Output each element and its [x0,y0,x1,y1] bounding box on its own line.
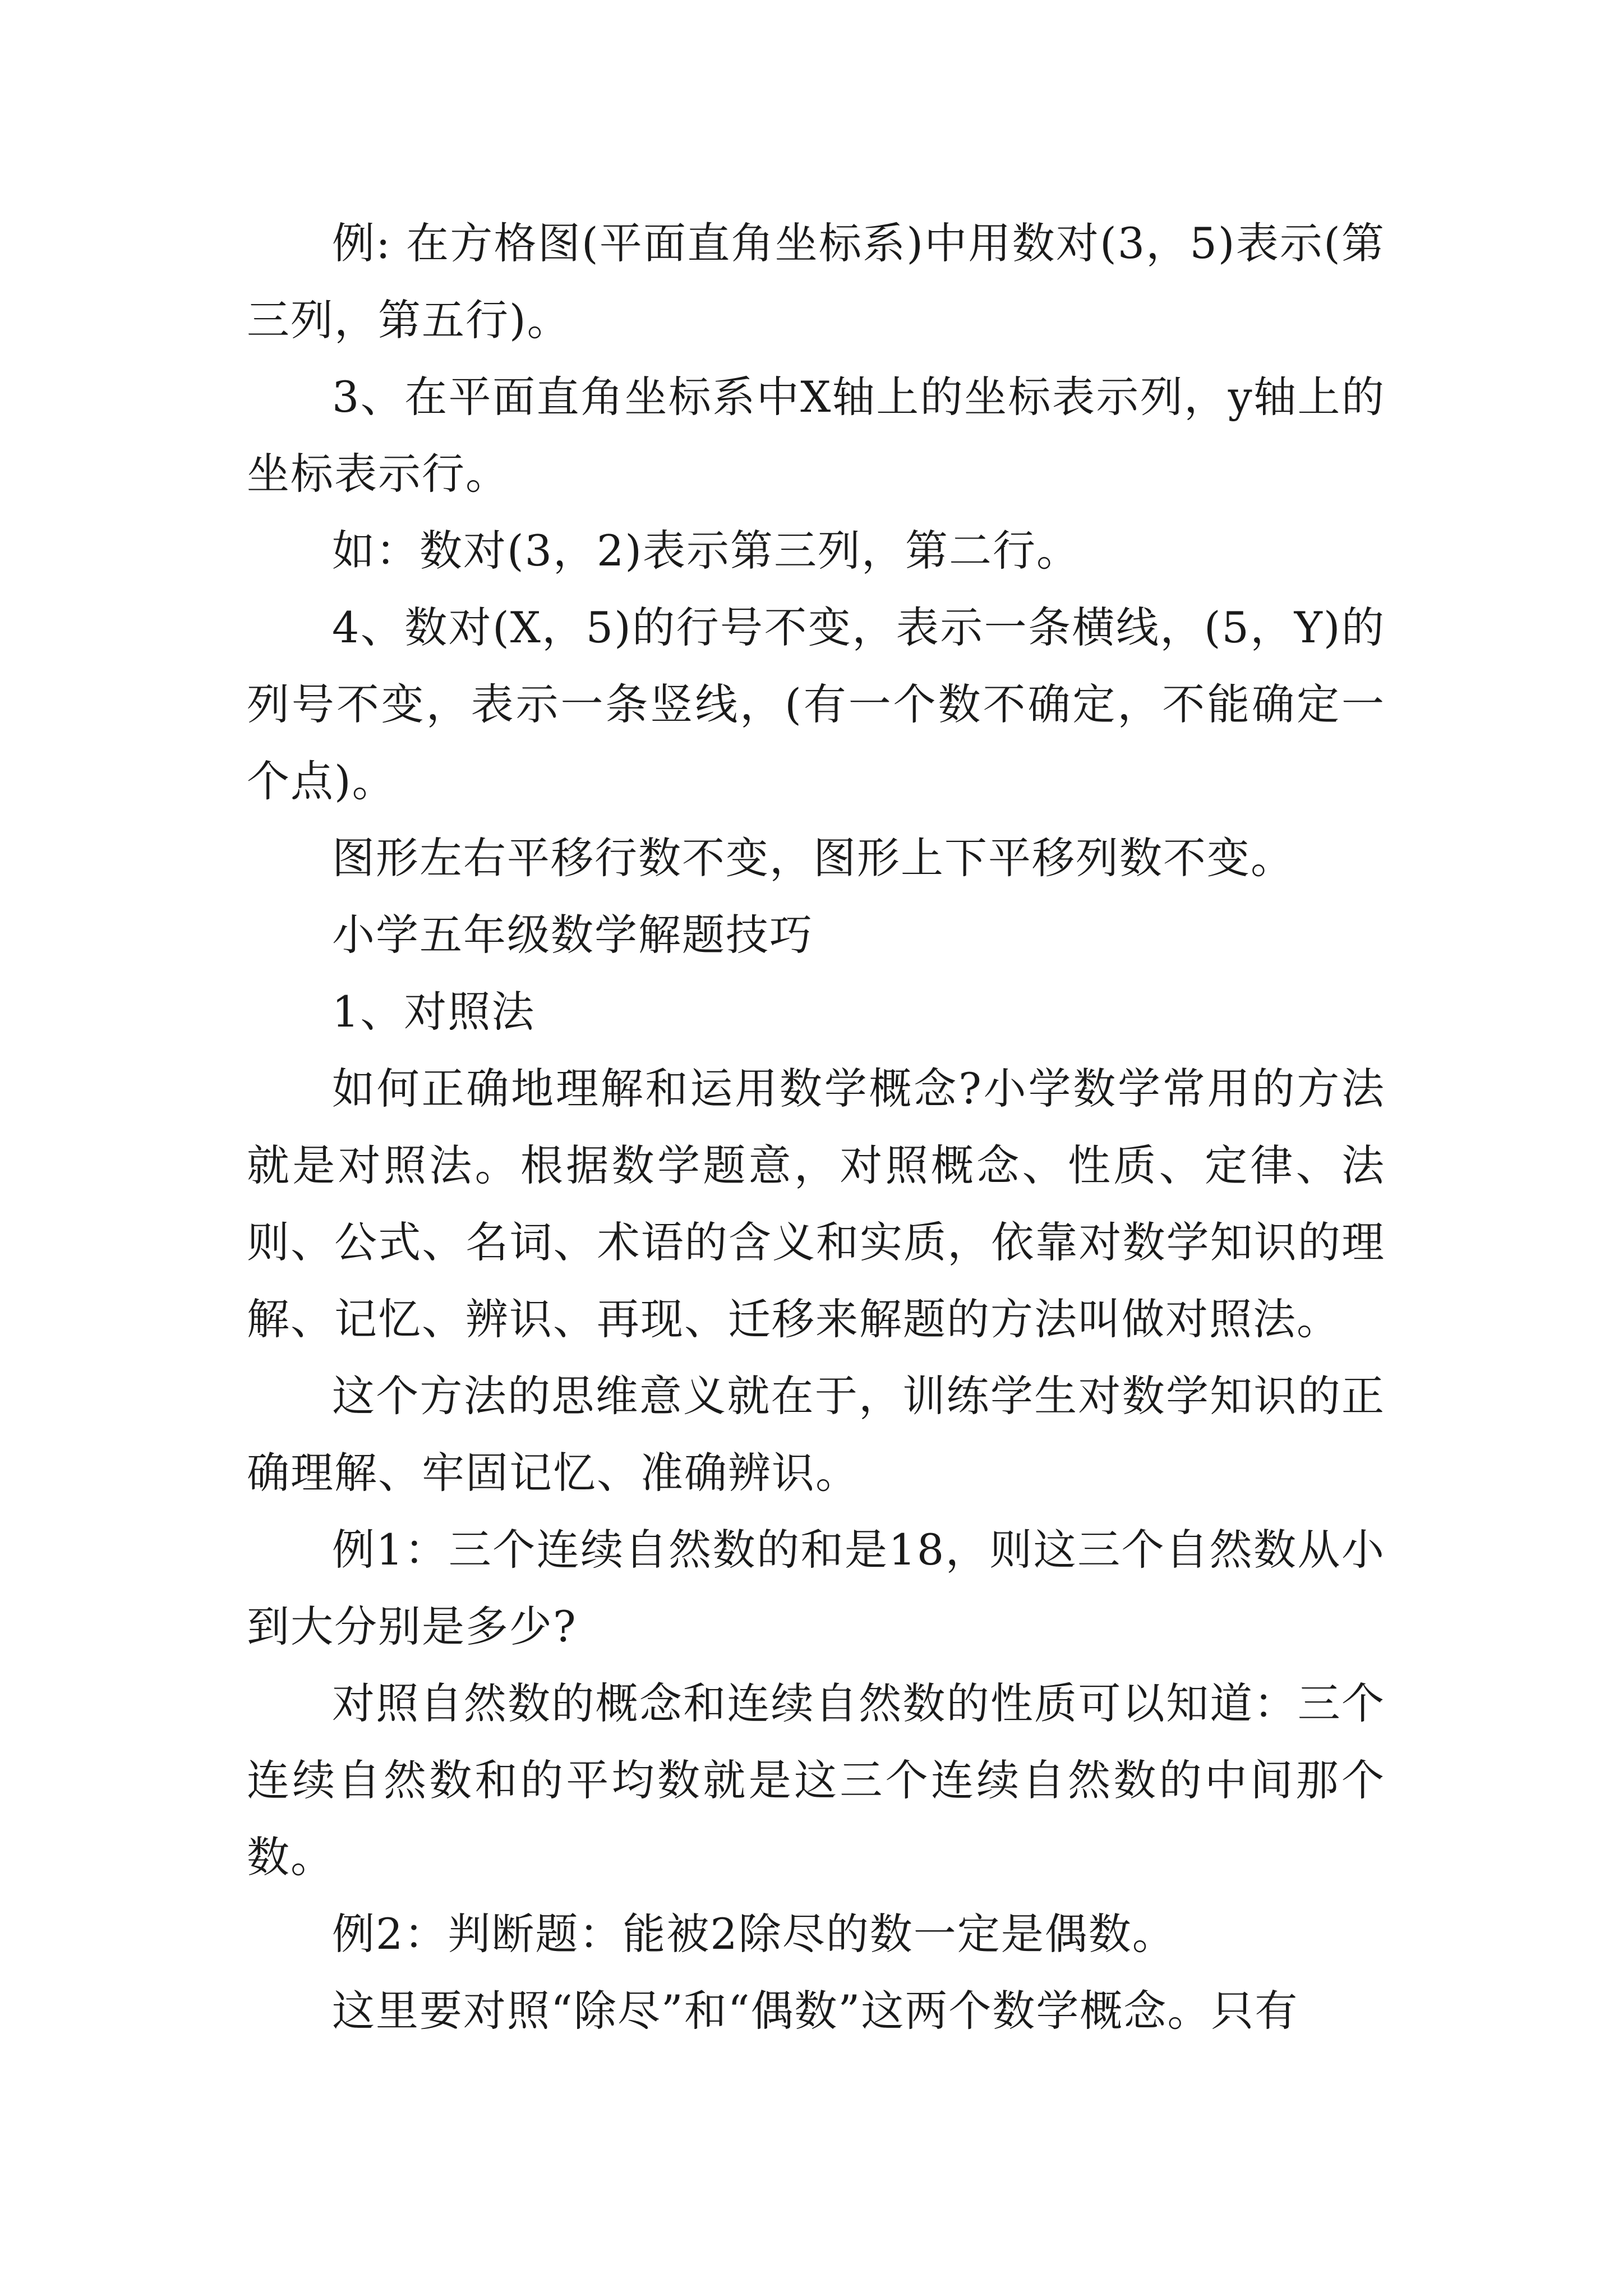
section-heading: 小学五年级数学解题技巧 [332,910,813,960]
paragraph: 这个方法的思维意义就在于，训练学生对数学知识的正确理解、牢固记忆、准确辨识。 [247,1371,1385,1498]
paragraph: 例: 在方格图(平面直角坐标系)中用数对(3，5)表示(第三列，第五行)。 [247,218,1385,345]
paragraph: 这里要对照“除尽”和“偶数”这两个数学概念。只有 [332,1986,1299,2036]
paragraph: 对照自然数的概念和连续自然数的性质可以知道：三个连续自然数和的平均数就是这三个连续自然数的中间那个数。 [247,1678,1385,1882]
paragraph: 如：数对(3，2)表示第三列，第二行。 [332,526,1081,576]
subsection-heading: 1、对照法 [332,987,536,1037]
paragraph: 3、在平面直角坐标系中X轴上的坐标表示列，y轴上的坐标表示行。 [247,372,1385,499]
paragraph: 例1：三个连续自然数的和是18，则这三个自然数从小到大分别是多少? [247,1525,1385,1651]
paragraph: 4、数对(X，5)的行号不变，表示一条横线，(5，Y)的列号不变，表示一条竖线，(有一个数不确定，不能确定一个点)。 [247,602,1385,806]
paragraph: 如何正确地理解和运用数学概念?小学数学常用的方法就是对照法。根据数学题意，对照概念、性质、定律、法则、公式、名词、术语的含义和实质，依靠对数学知识的理解、记忆、辨识、再现、迁移来解题的方法叫做对照法。 [247,1064,1385,1344]
paragraph: 图形左右平移行数不变，图形上下平移列数不变。 [332,833,1294,883]
paragraph: 例2：判断题：能被2除尽的数一定是偶数。 [332,1909,1176,1959]
document-body [247,205,1385,2049]
